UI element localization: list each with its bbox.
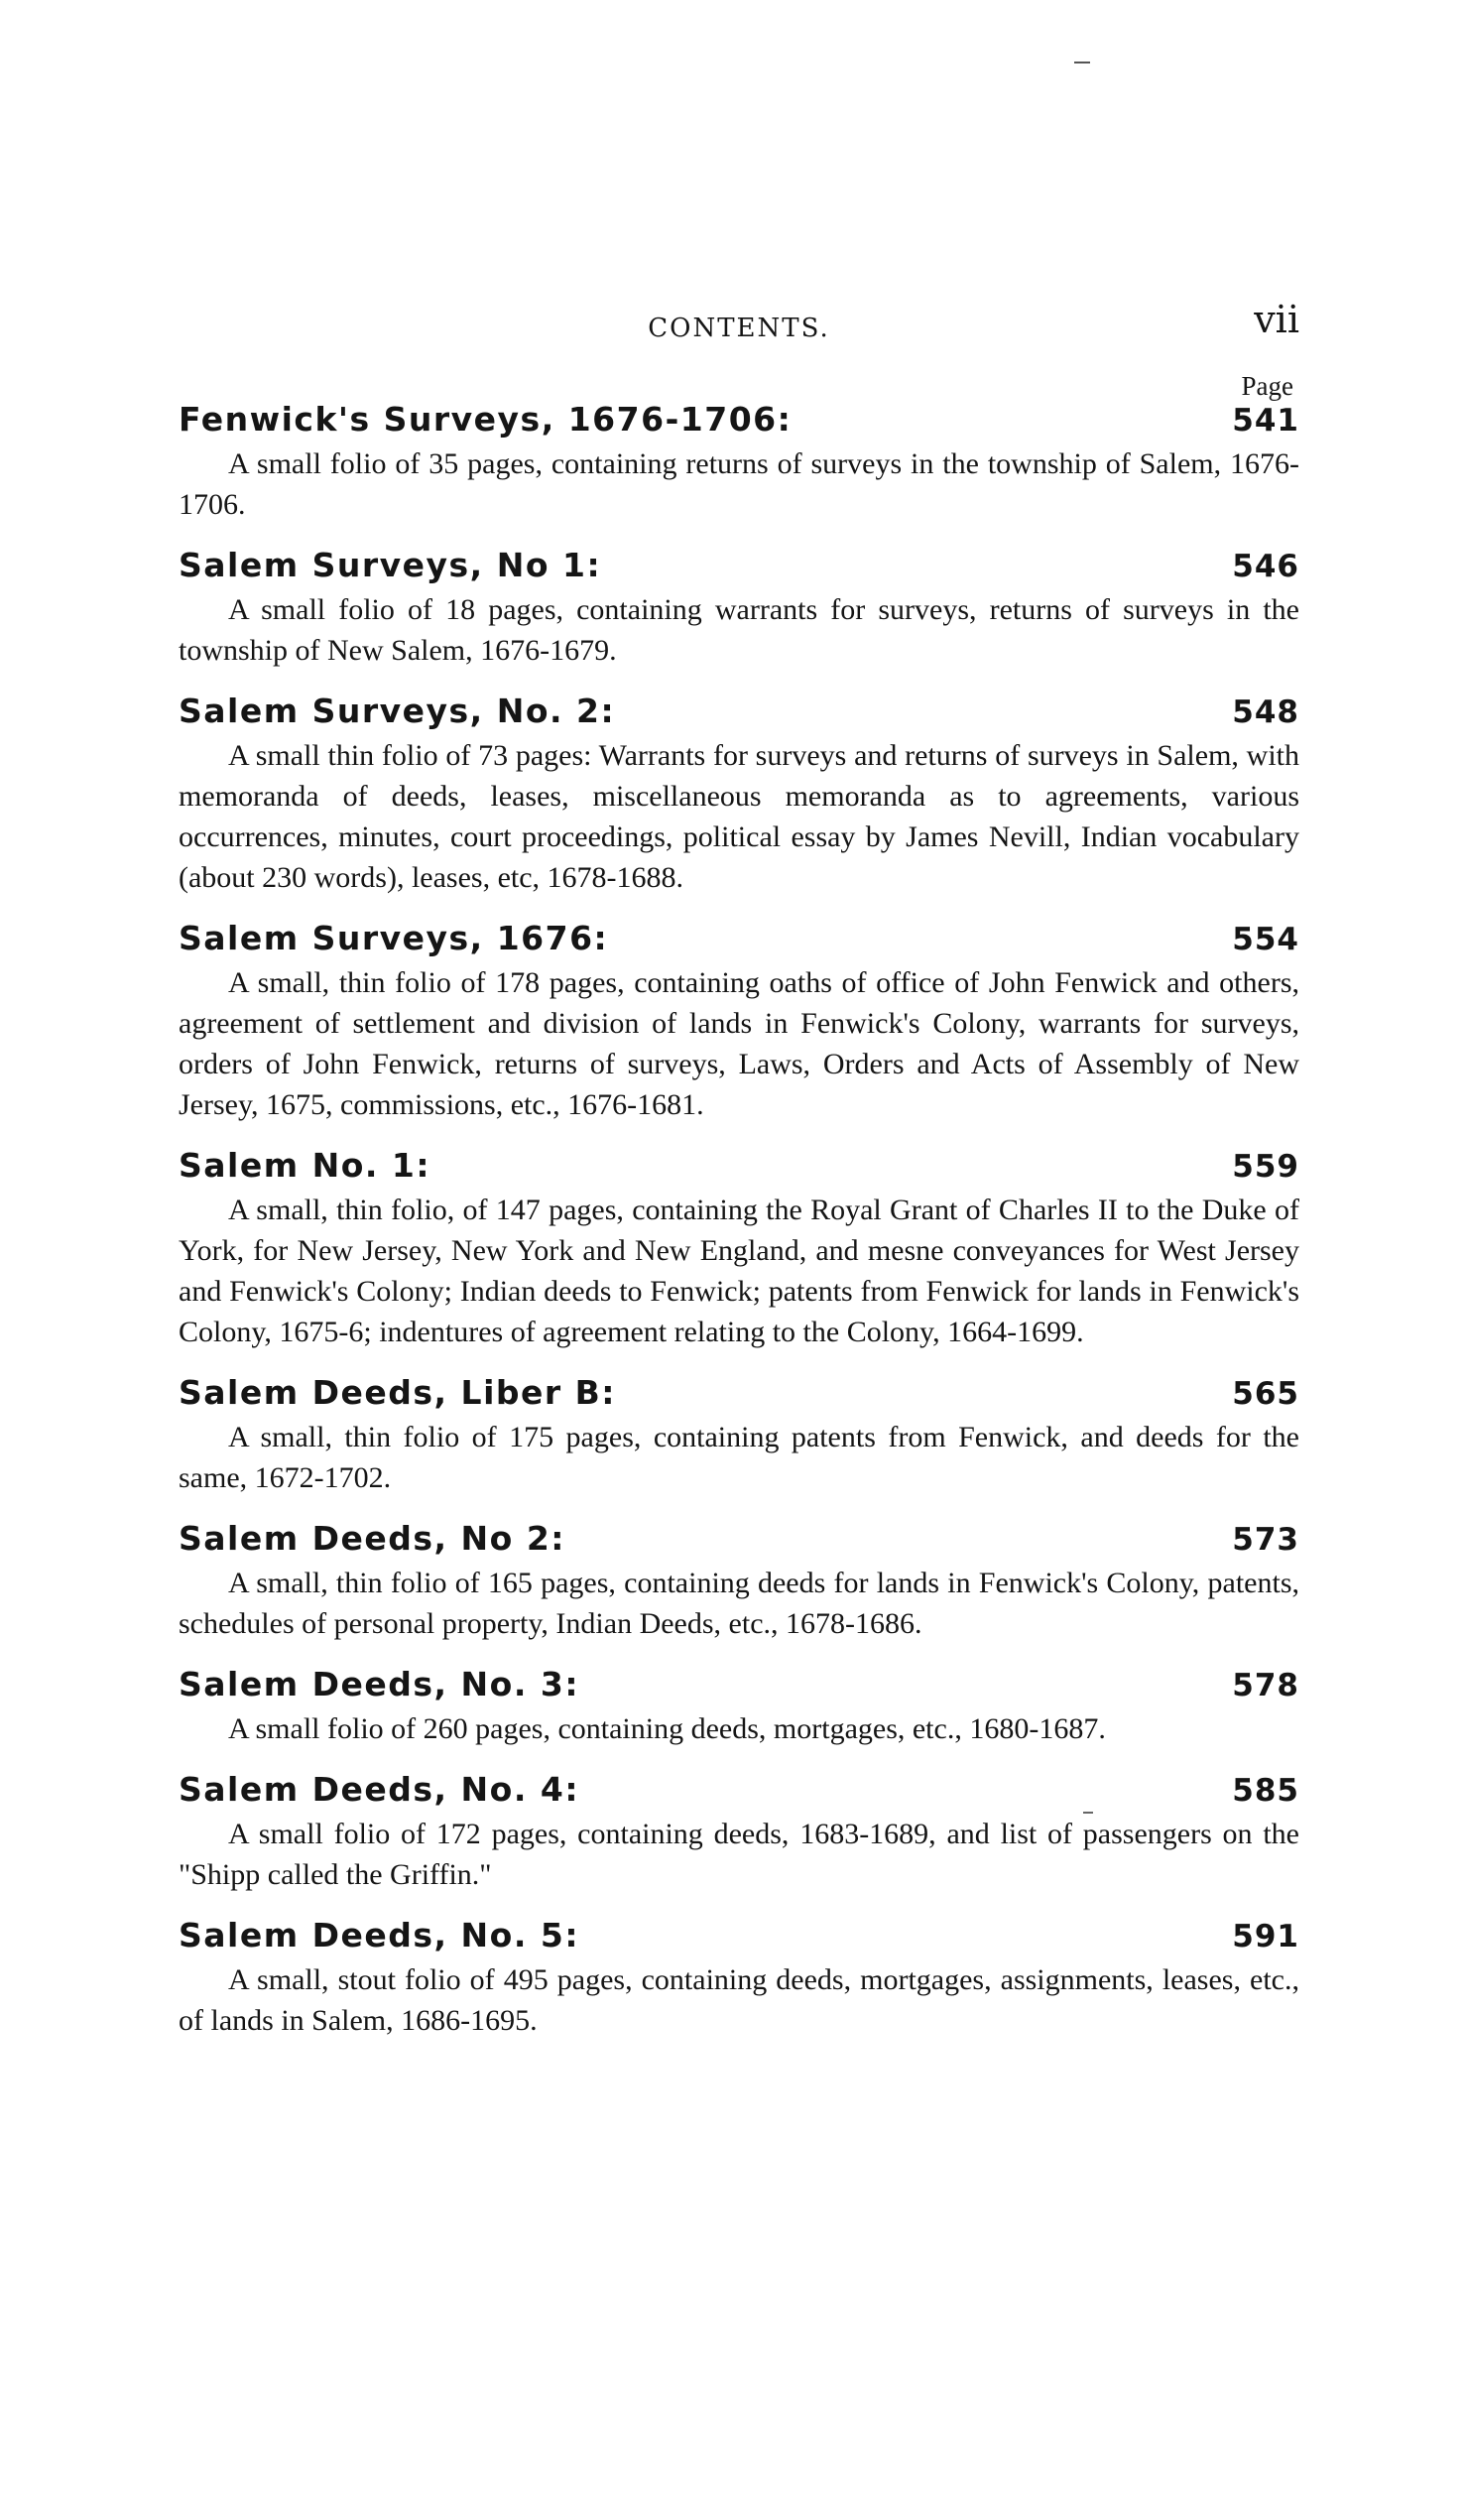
contents-entry <box>179 916 1299 1125</box>
entry-page-number: 591 <box>1232 1919 1299 1954</box>
entry-description: A small folio of 260 pages, containing deeds, mortgages, etc., 1680-1687. <box>228 1712 1106 1745</box>
entry-title: Salem No. 1: <box>179 1146 431 1185</box>
contents-entry <box>179 1516 1299 1644</box>
entry-heading <box>179 916 1299 962</box>
entry-title: Salem Surveys, No. 2: <box>179 692 616 730</box>
print-mark <box>1074 62 1090 63</box>
contents-entry <box>179 1143 1299 1352</box>
contents-entry <box>179 397 1299 525</box>
entry-description: A small thin folio of 73 pages: Warrants for surveys and returns of surveys in Salem, with memoranda of deeds, leases, miscellaneous memoranda as to agreements, various occurrences, minutes, court proceedings, political essay by James Nevill, Indian vocabulary (about 230 words), leases, etc, 1678-1688. <box>179 739 1299 894</box>
entry-heading <box>179 1516 1299 1563</box>
entry-heading <box>179 1370 1299 1417</box>
entry-description: A small, thin folio of 165 pages, containing deeds for lands in Fenwick's Colony, patents, schedules of personal property, Indian Deeds, etc., 1678-1686. <box>179 1567 1299 1640</box>
entry-heading <box>179 1767 1299 1814</box>
entry-description: A small folio of 172 pages, containing deeds, 1683-1689, and list of passengers on the "Shipp called the Griffin." <box>179 1818 1299 1891</box>
page-number: vii <box>1254 298 1299 341</box>
entry-page-number: 573 <box>1232 1522 1299 1558</box>
contents-entry <box>179 1913 1299 2041</box>
contents-entry <box>179 1662 1299 1749</box>
running-title: CONTENTS. <box>648 314 830 343</box>
page-column-label: Page <box>1241 371 1293 401</box>
contents-entry <box>179 689 1299 898</box>
print-mark <box>1083 1812 1093 1814</box>
entry-description: A small, thin folio of 178 pages, containing oaths of office of John Fenwick and others, agreement of settlement and division of lands in Fenwick's Colony, warrants for surveys, orders of John Fenwick, returns of surveys, Laws, Orders and Acts of Assembly of New Jersey, 1675, commissions, etc., 1676-1681. <box>179 966 1299 1121</box>
entry-page-number: 565 <box>1232 1376 1299 1412</box>
entry-description: A small, stout folio of 495 pages, containing deeds, mortgages, assignments, leases, etc., of lands in Salem, 1686-1695. <box>179 1963 1299 2037</box>
entry-description: A small folio of 18 pages, containing warrants for surveys, returns of surveys in the township of New Salem, 1676-1679. <box>179 593 1299 667</box>
entry-page-number: 559 <box>1232 1149 1299 1185</box>
entry-page-number: 541 <box>1232 403 1299 439</box>
entry-title: Fenwick's Surveys, 1676-1706: <box>179 400 793 439</box>
contents-entry <box>179 1370 1299 1498</box>
entry-description: A small, thin folio, of 147 pages, containing the Royal Grant of Charles II to the Duke of York, for New Jersey, New York and New England, and mesne conveyances for West Jersey and Fenwick's Colony; Indian deeds to Fenwick; patents from Fenwick for lands in Fenwick's Colony, 1675-6; indentures of agreement relating to the Colony, 1664-1699. <box>179 1194 1299 1348</box>
entry-heading <box>179 1143 1299 1190</box>
entry-title: Salem Deeds, No. 3: <box>179 1665 580 1703</box>
entry-title: Salem Deeds, No. 5: <box>179 1916 580 1954</box>
entry-description: A small folio of 35 pages, containing returns of surveys in the township of Salem, 1676-1706. <box>179 447 1299 521</box>
entry-page-number: 554 <box>1232 922 1299 957</box>
entry-title: Salem Surveys, 1676: <box>179 919 609 957</box>
entry-page-number: 546 <box>1232 549 1299 584</box>
entry-page-number: 585 <box>1232 1773 1299 1809</box>
entry-title: Salem Deeds, No. 4: <box>179 1770 580 1809</box>
entry-heading <box>179 397 1299 443</box>
entry-heading <box>179 1662 1299 1708</box>
entry-description: A small, thin folio of 175 pages, containing patents from Fenwick, and deeds for the same, 1672-1702. <box>179 1421 1299 1494</box>
entry-heading <box>179 1913 1299 1959</box>
entry-heading <box>179 543 1299 589</box>
contents-entry <box>179 543 1299 671</box>
entry-heading <box>179 689 1299 735</box>
entry-title: Salem Deeds, No 2: <box>179 1519 565 1558</box>
running-head <box>179 298 1299 367</box>
contents-list <box>179 397 1299 2059</box>
entry-title: Salem Deeds, Liber B: <box>179 1373 617 1412</box>
contents-entry <box>179 1767 1299 1895</box>
entry-page-number: 578 <box>1232 1668 1299 1703</box>
entry-title: Salem Surveys, No 1: <box>179 546 602 584</box>
entry-page-number: 548 <box>1232 694 1299 730</box>
